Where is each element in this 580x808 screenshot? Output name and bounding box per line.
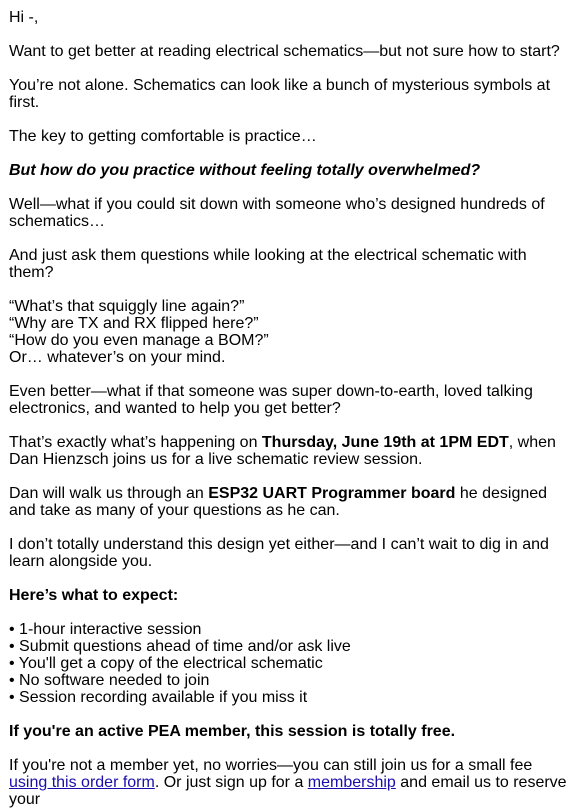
question-line: Or… whatever’s on your mind. [9, 349, 226, 366]
not-alone-paragraph: You’re not alone. Schematics can look like a bunch of mysterious symbols at first. [9, 77, 551, 111]
board-name: ESP32 UART Programmer board [208, 485, 456, 502]
expect-heading-text: Here’s what to expect: [9, 587, 179, 604]
member-note [9, 723, 574, 740]
text-run: , when Dan Hienzsch joins us for a live schematic review session. [9, 434, 556, 468]
text-run: That’s exactly what’s happening on [9, 434, 262, 451]
example-questions [9, 298, 574, 366]
expect-list [9, 621, 574, 706]
intro-question: Want to get better at reading electrical schematics—but not sure how to start? [9, 43, 560, 60]
list-item: • Submit questions ahead of time and/or ask live [9, 638, 351, 655]
text-run: . Or just sign up for a [154, 774, 308, 791]
ask-questions-paragraph: And just ask them questions while looking at the electrical schematic with them? [9, 247, 527, 281]
list-item: • You'll get a copy of the electrical schematic [9, 655, 323, 672]
sit-down-paragraph: Well—what if you could sit down with someone who’s designed hundreds of schematics… [9, 196, 545, 230]
question-line: “What’s that squiggly line again?” [9, 298, 245, 315]
order-form-link[interactable]: using this order form [9, 774, 155, 791]
greeting: Hi -, [9, 9, 39, 26]
text-run: Dan will walk us through an [9, 485, 209, 502]
member-note-text: If you're an active PEA member, this session is totally free. [9, 723, 456, 740]
overwhelmed-question: But how do you practice without feeling totally overwhelmed? [9, 162, 481, 179]
list-item: • Session recording available if you miss it [9, 689, 308, 706]
question-line: “How do you even manage a BOM?” [9, 332, 269, 349]
alongside-paragraph: I don’t totally understand this design yet either—and I can’t wait to dig in and learn alongside you. [9, 536, 549, 570]
non-member-paragraph [9, 757, 574, 808]
question-line: “Why are TX and RX flipped here?” [9, 315, 259, 332]
event-date-paragraph [9, 434, 574, 468]
text-run: he designed and take as many of your questions as he can. [9, 485, 548, 519]
membership-link[interactable]: membership [307, 774, 396, 791]
board-paragraph [9, 485, 574, 519]
even-better-paragraph: Even better—what if that someone was super down-to-earth, loved talking electronics, and wanted to help you get better? [9, 383, 533, 417]
list-item: • 1-hour interactive session [9, 621, 202, 638]
event-date: Thursday, June 19th at 1PM EDT [261, 434, 509, 451]
practice-paragraph: The key to getting comfortable is practice… [9, 128, 317, 145]
expect-heading [9, 587, 574, 604]
text-run: If you're not a member yet, no worries—you can still join us for a small fee [9, 757, 533, 774]
text-run: and email us to reserve your [9, 774, 567, 808]
list-item: • No software needed to join [9, 672, 210, 689]
